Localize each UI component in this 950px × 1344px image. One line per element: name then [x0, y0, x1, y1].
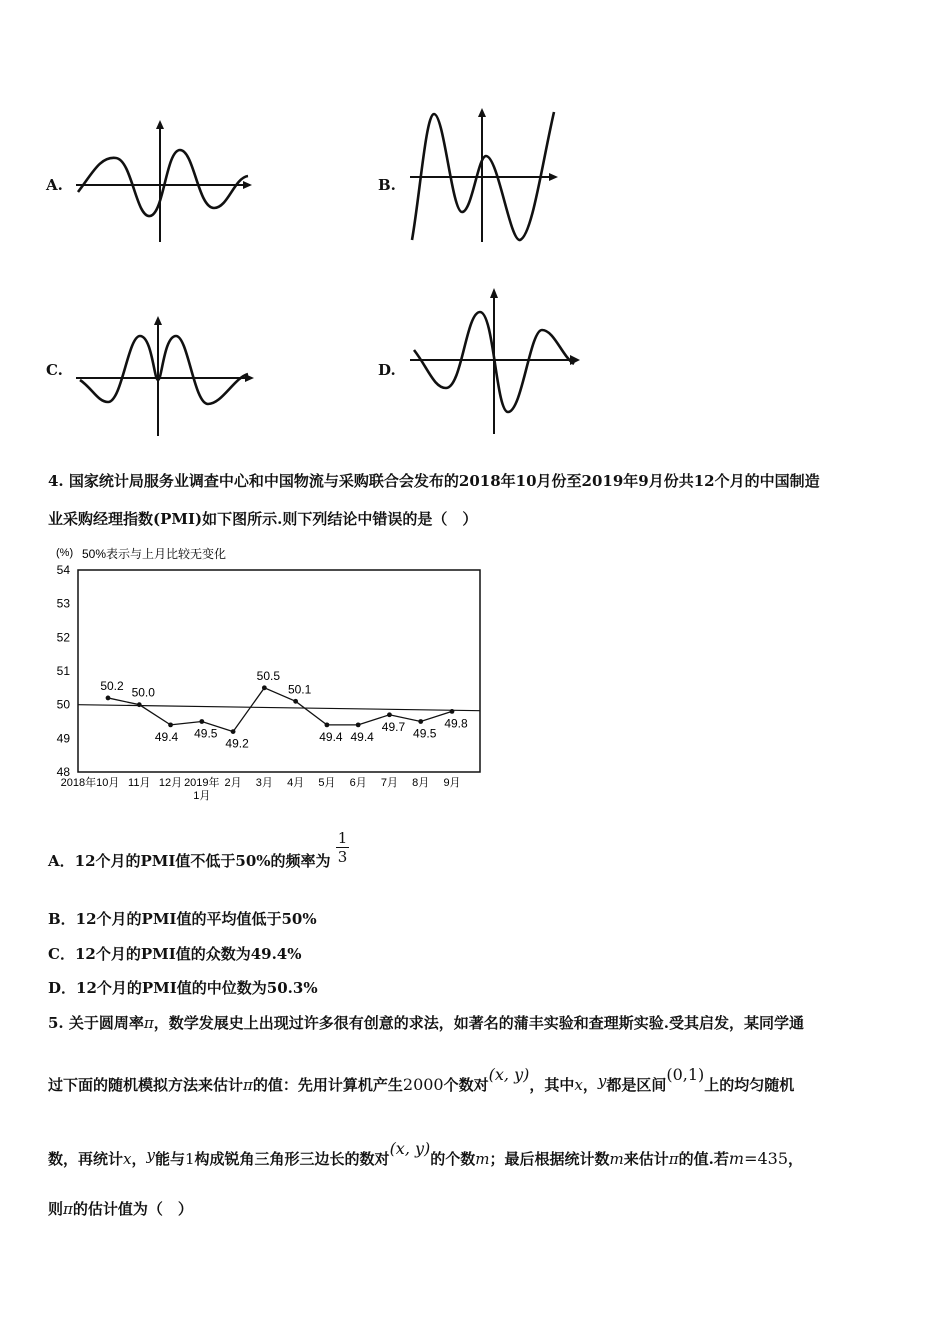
data-label: 49.7: [381, 719, 406, 734]
data-point: [293, 699, 298, 704]
option-c-label: C.: [46, 361, 63, 379]
number-one: 1: [185, 1150, 195, 1168]
data-point: [387, 712, 392, 717]
x-tick-label: 4月: [287, 777, 305, 789]
question5-line2-f: 上的均匀随机: [704, 1076, 795, 1094]
chart-title: 50%表示与上月比较无变化: [82, 547, 227, 561]
fraction-one-third: [336, 829, 350, 866]
data-label: 50.1: [287, 682, 312, 697]
question4-option-d[interactable]: D．12个月的PMI值的中位数为50.3%: [48, 979, 318, 997]
question5-line3-g: 的值.若: [678, 1150, 729, 1168]
data-label: 50.0: [131, 685, 155, 700]
question5-line2-b: 的值：先用计算机产生: [252, 1076, 403, 1094]
question4-line1: [48, 470, 820, 491]
pi-symbol: π: [668, 1150, 679, 1168]
pmi-line-chart: [40, 536, 500, 804]
comma: ，: [131, 1150, 147, 1168]
option-d-label: D.: [378, 361, 396, 379]
data-label: 49.4: [350, 729, 374, 744]
data-point: [137, 702, 142, 707]
question5-number: 5.: [48, 1014, 64, 1032]
question5-line1-a: 关于圆周率: [68, 1014, 144, 1032]
question5-line3: [48, 1139, 804, 1169]
interval-0-1: (0,1): [666, 1065, 705, 1084]
x-tick-label: 7月: [380, 777, 399, 789]
var-y: y: [597, 1072, 607, 1090]
data-point: [356, 722, 361, 727]
question4-option-c[interactable]: C．12个月的PMI值的众数为49.4%: [48, 945, 302, 963]
pair-xy: (x, y): [488, 1065, 530, 1084]
pi-symbol: π: [243, 1076, 253, 1094]
y-tick-label: 53: [56, 596, 70, 611]
question5-line1: [48, 1012, 804, 1033]
option-a-label: A.: [46, 176, 63, 194]
data-point: [325, 722, 330, 727]
y-tick-label: 48: [56, 765, 70, 779]
graph-option-c: [72, 312, 262, 442]
var-x: x: [123, 1150, 132, 1168]
data-label: 49.5: [413, 726, 437, 741]
fraction-numerator: 1: [337, 828, 348, 847]
pair-xy: (x, y): [389, 1139, 431, 1158]
x-tick-label: 3月: [255, 777, 273, 789]
y-tick-label: 51: [56, 664, 70, 678]
data-label: 49.4: [154, 729, 179, 744]
data-label: 49.4: [319, 729, 343, 744]
question5-line3-c: 构成锐角三角形三边长的数对: [194, 1150, 390, 1168]
var-m: m: [475, 1150, 490, 1168]
data-label: 50.2: [100, 678, 124, 693]
question5-line4: [48, 1198, 193, 1219]
chart-ylabel: (%): [56, 547, 74, 559]
question5-line2-e: 都是区间: [606, 1076, 667, 1094]
x-tick-label: 2019年: [184, 777, 220, 789]
comma: ，: [582, 1076, 598, 1094]
x-tick-sublabel: 1月: [193, 790, 211, 802]
question5-line3-a: 数，再统计: [48, 1150, 124, 1168]
data-point: [262, 685, 267, 690]
equals-435: =435: [744, 1149, 789, 1168]
question5-line2-c: 个数对: [443, 1076, 489, 1094]
question5-line3-b: 能与: [154, 1150, 185, 1168]
data-point: [450, 709, 455, 714]
y-tick-label: 50: [56, 697, 70, 712]
option-a-text: A．12个月的PMI值不低于50%的频率为: [48, 852, 331, 870]
graph-option-a: [72, 118, 262, 248]
question4-option-a[interactable]: [48, 828, 349, 871]
var-x: x: [574, 1076, 583, 1094]
data-point: [199, 719, 204, 724]
data-point: [231, 729, 236, 734]
question4-text-line2: 业采购经理指数(PMI)如下图所示.则下列结论中错误的是（ ）: [48, 510, 478, 528]
y-tick-label: 52: [56, 630, 70, 645]
x-tick-label: 9月: [443, 777, 461, 789]
question5-line4-a: 则: [48, 1200, 64, 1218]
question4-text-line1: 国家统计局服务业调查中心和中国物流与采购联合会发布的2018年10月份至2019年9月份共12个月的中国制造: [68, 472, 820, 490]
data-label: 50.5: [256, 668, 281, 683]
x-tick-label: 2月: [224, 777, 242, 789]
x-tick-label: 11月: [128, 777, 151, 789]
y-tick-label: 54: [56, 563, 70, 577]
question5-line2: [48, 1065, 795, 1095]
data-label: 49.8: [444, 716, 468, 731]
x-tick-label: 5月: [318, 777, 336, 789]
data-point: [106, 696, 111, 701]
data-label: 49.5: [194, 726, 218, 741]
x-tick-label: 2018年10月: [60, 777, 120, 789]
option-b-label: B.: [378, 176, 396, 194]
question5-line4-b: 的估计值为（ ）: [72, 1200, 193, 1218]
question4-number: 4.: [48, 472, 64, 490]
question5-line2-a: 过下面的随机模拟方法来估计: [48, 1076, 244, 1094]
var-m: m: [609, 1150, 624, 1168]
fraction-denominator: 3: [337, 847, 348, 866]
pi-symbol: π: [63, 1200, 73, 1218]
pi-symbol: π: [143, 1014, 154, 1032]
graph-option-d: [404, 284, 588, 440]
x-tick-label: 6月: [349, 777, 367, 789]
var-m-eq: m: [728, 1149, 745, 1168]
data-point: [168, 722, 173, 727]
data-point: [418, 719, 423, 724]
question5-line3-f: 来估计: [623, 1150, 669, 1168]
question5-line1-b: ，数学发展史上出现过许多很有创意的求法，如著名的蒲丰实验和查理斯实验.受其启发，某同学通: [153, 1014, 805, 1032]
graph-option-b: [402, 104, 562, 248]
question5-line2-d: ，其中: [529, 1076, 575, 1094]
data-label: 49.2: [225, 736, 249, 751]
question5-line3-e: ；最后根据统计数: [489, 1150, 610, 1168]
question5-line3-d: 的个数: [430, 1150, 476, 1168]
var-y: y: [146, 1146, 155, 1164]
x-tick-label: 12月: [158, 777, 183, 789]
x-tick-label: 8月: [412, 777, 430, 789]
y-tick-label: 49: [56, 731, 70, 746]
comma: ，: [788, 1150, 804, 1168]
count-2000: 2000: [402, 1075, 444, 1094]
question4-option-b[interactable]: B．12个月的PMI值的平均值低于50%: [48, 910, 317, 928]
